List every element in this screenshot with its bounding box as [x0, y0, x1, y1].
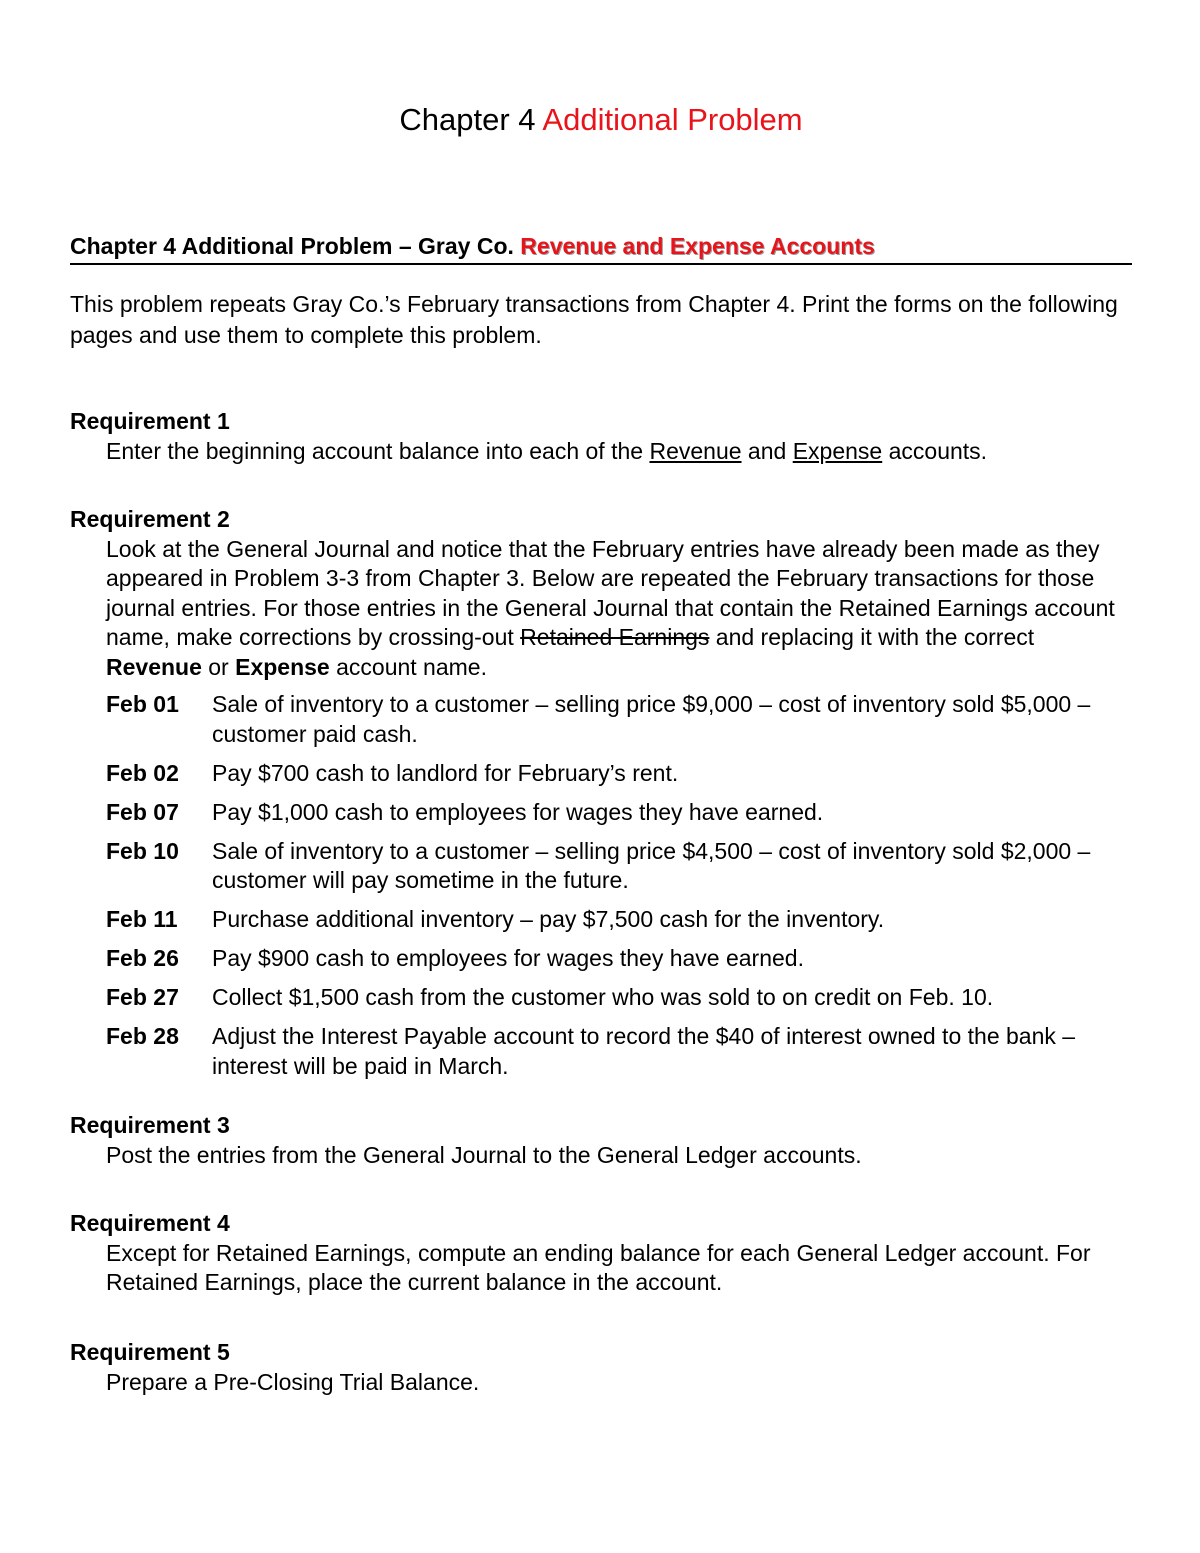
intro-paragraph: This problem repeats Gray Co.’s February transactions from Chapter 4. Print the forms on the following pages and use them to complete this problem. — [70, 291, 1118, 348]
requirement-5-text: Prepare a Pre-Closing Trial Balance. — [106, 1368, 480, 1395]
requirement-3-text: Post the entries from the General Journal to the General Ledger accounts. — [106, 1141, 862, 1168]
requirement-2-title: Requirement 2 — [70, 506, 230, 532]
transaction-item — [106, 759, 1132, 789]
transaction-item — [106, 944, 1132, 974]
section-heading-highlight: Revenue and Expense Accounts — [520, 233, 875, 259]
transaction-description: Sale of inventory to a customer – selling price $4,500 – cost of inventory sold $2,000 – customer will pay sometime in the future. — [212, 837, 1091, 893]
transaction-description: Purchase additional inventory – pay $7,500 cash for the inventory. — [212, 906, 885, 932]
transaction-item — [106, 690, 1132, 749]
title-additional-problem: Additional Problem — [542, 102, 803, 137]
section-heading-text: Chapter 4 Additional Problem – Gray Co. — [70, 233, 514, 259]
transaction-date: Feb 27 — [106, 984, 179, 1010]
transaction-date: Feb 02 — [106, 759, 179, 786]
requirement-5-title: Requirement 5 — [70, 1339, 230, 1365]
transaction-date: Feb 07 — [106, 798, 179, 825]
requirement-3 — [70, 1111, 1132, 1170]
transaction-item — [106, 983, 1132, 1013]
transaction-date: Feb 28 — [106, 1023, 179, 1049]
requirement-1-title: Requirement 1 — [70, 408, 230, 434]
transaction-list — [106, 690, 1132, 1081]
requirement-5 — [70, 1338, 1132, 1397]
transaction-date: Feb 11 — [106, 906, 178, 932]
requirement-4-title: Requirement 4 — [70, 1210, 230, 1236]
revenue-term: Revenue — [649, 437, 742, 464]
requirement-2-text: Look at the General Journal and notice that the February entries have already been made as they appeared in Problem 3-3 from Chapter 3. Below are repeated the February transactions for those journal entries. For those entries in the General Journal that contain the Retained Earnings account name, make corrections by crossing-out Retained Earnings and replacing it with the correct Revenue or Expense account name. — [106, 535, 1115, 680]
transaction-description: Collect $1,500 cash from the customer who was sold to on credit on Feb. 10. — [212, 984, 994, 1010]
transaction-item — [106, 837, 1132, 896]
transaction-description: Adjust the Interest Payable account to record the $40 of interest owned to the bank – interest will be paid in March. — [212, 1023, 1076, 1079]
requirement-4-text: Except for Retained Earnings, compute an ending balance for each General Ledger account. For Retained Earnings, place the current balance in the account. — [106, 1239, 1091, 1295]
requirement-2 — [70, 505, 1132, 1091]
page-title — [70, 100, 1132, 140]
transaction-description: Pay $900 cash to employees for wages they have earned. — [212, 945, 804, 971]
transaction-description: Sale of inventory to a customer – selling price $9,000 – cost of inventory sold $5,000 – customer paid cash. — [212, 691, 1091, 747]
transaction-date: Feb 10 — [106, 837, 179, 864]
struck-retained-earnings: Retained Earnings — [520, 624, 710, 650]
transaction-item — [106, 1022, 1132, 1081]
requirement-4 — [70, 1209, 1132, 1298]
revenue-bold: Revenue — [106, 653, 202, 680]
transaction-description: Pay $700 cash to landlord for February’s rent. — [212, 759, 679, 786]
requirement-1 — [70, 407, 1132, 466]
transaction-date: Feb 01 — [106, 691, 179, 717]
transaction-item — [106, 905, 1132, 935]
requirement-3-title: Requirement 3 — [70, 1112, 230, 1138]
transaction-item — [106, 798, 1132, 828]
section-heading — [70, 230, 1132, 265]
expense-term: Expense — [792, 437, 883, 464]
title-chapter: Chapter 4 — [399, 102, 536, 137]
transaction-date: Feb 26 — [106, 945, 179, 971]
requirement-1-text: Enter the beginning account balance into each of the Revenue and Expense accounts. — [106, 437, 988, 464]
transaction-description: Pay $1,000 cash to employees for wages they have earned. — [212, 798, 824, 825]
expense-bold: Expense — [235, 653, 330, 680]
